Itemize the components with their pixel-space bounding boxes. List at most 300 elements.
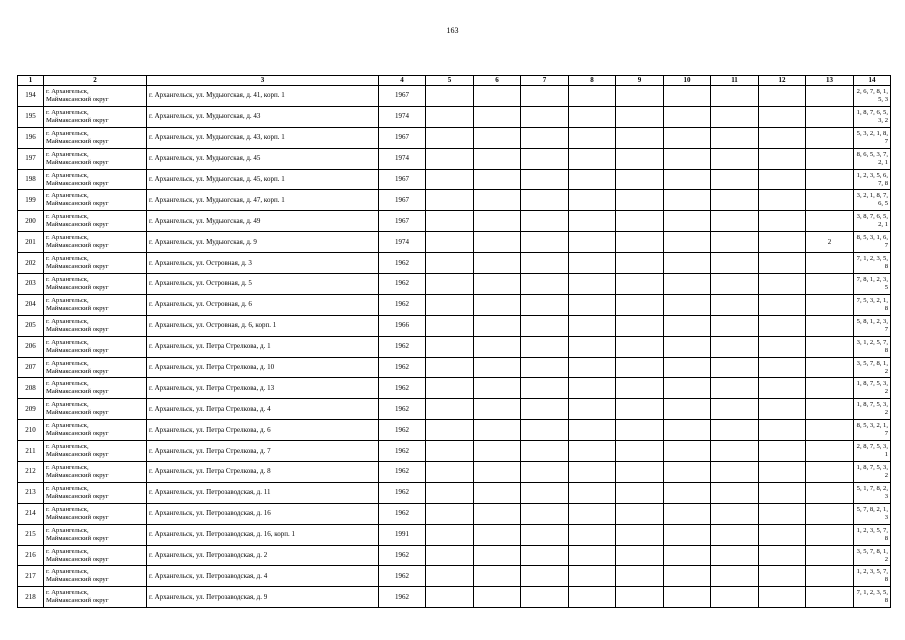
empty-cell (521, 169, 569, 190)
column-header: 12 (759, 76, 806, 86)
empty-cell (426, 336, 474, 357)
empty-cell (664, 274, 711, 295)
empty-cell (616, 357, 664, 378)
codes-cell: 7, 1, 2, 3, 5, 8 (854, 253, 891, 274)
district-cell (44, 127, 147, 148)
address-cell: г. Архангельск, ул. Мудьюгская, д. 41, корп. 1 (147, 86, 379, 107)
year-cell: 1974 (379, 232, 426, 253)
district-city-line: г. Архангельск, (46, 192, 89, 200)
empty-cell (616, 253, 664, 274)
district-cell (44, 315, 147, 336)
empty-cell (616, 503, 664, 524)
codes-cell: 1, 8, 7, 5, 3, 2 (854, 399, 891, 420)
empty-cell (521, 274, 569, 295)
empty-cell (569, 232, 616, 253)
codes-cell: 1, 2, 3, 5, 7, 8 (854, 566, 891, 587)
empty-cell (569, 169, 616, 190)
empty-cell (711, 378, 759, 399)
table-row (18, 462, 891, 483)
district-cell (44, 294, 147, 315)
column-13-cell (806, 253, 854, 274)
empty-cell (664, 378, 711, 399)
empty-cell (569, 545, 616, 566)
row-number-cell: 196 (18, 127, 44, 148)
empty-cell (474, 315, 521, 336)
table-row (18, 566, 891, 587)
year-cell: 1962 (379, 441, 426, 462)
empty-cell (711, 274, 759, 295)
district-cell (44, 274, 147, 295)
empty-cell (664, 232, 711, 253)
empty-cell (569, 127, 616, 148)
codes-cell: 2, 8, 7, 5, 3, 1 (854, 441, 891, 462)
empty-cell (474, 294, 521, 315)
empty-cell (426, 482, 474, 503)
codes-cell: 1, 2, 3, 5, 7, 8 (854, 524, 891, 545)
address-cell: г. Архангельск, ул. Петра Стрелкова, д. 6 (147, 420, 379, 441)
empty-cell (664, 315, 711, 336)
district-cell (44, 482, 147, 503)
codes-cell: 1, 8, 7, 5, 3, 2 (854, 378, 891, 399)
table-row (18, 232, 891, 253)
empty-cell (569, 86, 616, 107)
year-cell: 1962 (379, 336, 426, 357)
codes-cell: 5, 7, 8, 2, 1, 3 (854, 503, 891, 524)
column-13-cell (806, 378, 854, 399)
empty-cell (664, 545, 711, 566)
column-13-cell (806, 399, 854, 420)
codes-cell: 8, 6, 5, 3, 7, 2, 1 (854, 148, 891, 169)
column-13-cell (806, 274, 854, 295)
district-cell (44, 441, 147, 462)
table-row (18, 148, 891, 169)
empty-cell (664, 357, 711, 378)
empty-cell (759, 378, 806, 399)
address-cell: г. Архангельск, ул. Мудьюгская, д. 43, корп. 1 (147, 127, 379, 148)
year-cell: 1974 (379, 148, 426, 169)
district-area-line: Маймаксанский округ (46, 597, 109, 605)
year-cell: 1967 (379, 127, 426, 148)
address-cell: г. Архангельск, ул. Мудьюгская, д. 49 (147, 211, 379, 232)
empty-cell (664, 148, 711, 169)
empty-cell (569, 294, 616, 315)
district-city-line: г. Архангельск, (46, 422, 89, 430)
year-cell: 1962 (379, 253, 426, 274)
codes-cell: 1, 2, 3, 5, 6, 7, 8 (854, 169, 891, 190)
codes-cell: 8, 5, 3, 1, 6, 7 (854, 232, 891, 253)
address-cell: г. Архангельск, ул. Островная, д. 5 (147, 274, 379, 295)
column-header: 6 (474, 76, 521, 86)
empty-cell (426, 441, 474, 462)
district-cell (44, 399, 147, 420)
column-header: 11 (711, 76, 759, 86)
district-area-line: Маймаксанский округ (46, 137, 109, 145)
empty-cell (616, 587, 664, 608)
address-cell: г. Архангельск, ул. Петрозаводская, д. 9 (147, 587, 379, 608)
column-header: 8 (569, 76, 616, 86)
column-13-cell (806, 420, 854, 441)
empty-cell (426, 169, 474, 190)
row-number-cell: 202 (18, 253, 44, 274)
empty-cell (759, 190, 806, 211)
row-number-cell: 214 (18, 503, 44, 524)
table-row (18, 482, 891, 503)
address-cell: г. Архангельск, ул. Петрозаводская, д. 16, корп. 1 (147, 524, 379, 545)
empty-cell (759, 524, 806, 545)
empty-cell (616, 315, 664, 336)
empty-cell (759, 462, 806, 483)
empty-cell (711, 106, 759, 127)
district-city-line: г. Архангельск, (46, 129, 89, 137)
empty-cell (474, 482, 521, 503)
empty-cell (711, 127, 759, 148)
empty-cell (759, 482, 806, 503)
empty-cell (426, 211, 474, 232)
codes-cell: 3, 1, 2, 5, 7, 8 (854, 336, 891, 357)
empty-cell (616, 462, 664, 483)
empty-cell (664, 169, 711, 190)
district-cell (44, 566, 147, 587)
district-city-line: г. Архангельск, (46, 443, 89, 451)
district-area-line: Маймаксанский округ (46, 451, 109, 459)
district-area-line: Маймаксанский округ (46, 513, 109, 521)
empty-cell (521, 378, 569, 399)
codes-cell: 1, 8, 7, 5, 3, 2 (854, 462, 891, 483)
empty-cell (759, 232, 806, 253)
address-cell: г. Архангельск, ул. Мудьюгская, д. 47, корп. 1 (147, 190, 379, 211)
district-area-line: Маймаксанский округ (46, 409, 109, 417)
empty-cell (616, 127, 664, 148)
column-header: 13 (806, 76, 854, 86)
table-body (18, 86, 891, 608)
district-city-line: г. Архангельск, (46, 171, 89, 179)
address-cell: г. Архангельск, ул. Петра Стрелкова, д. 4 (147, 399, 379, 420)
empty-cell (759, 336, 806, 357)
district-area-line: Маймаксанский округ (46, 304, 109, 312)
empty-cell (569, 524, 616, 545)
empty-cell (521, 503, 569, 524)
district-cell (44, 462, 147, 483)
page-number: 163 (446, 26, 459, 35)
address-cell: г. Архангельск, ул. Островная, д. 3 (147, 253, 379, 274)
table-row (18, 253, 891, 274)
empty-cell (664, 211, 711, 232)
address-cell: г. Архангельск, ул. Петра Стрелкова, д. 10 (147, 357, 379, 378)
column-13-cell (806, 545, 854, 566)
codes-cell: 7, 1, 2, 3, 5, 8 (854, 587, 891, 608)
table-row (18, 503, 891, 524)
column-13-cell (806, 441, 854, 462)
district-area-line: Маймаксанский округ (46, 116, 109, 124)
empty-cell (664, 524, 711, 545)
empty-cell (474, 274, 521, 295)
district-cell (44, 545, 147, 566)
empty-cell (474, 399, 521, 420)
column-13-cell (806, 462, 854, 483)
table-row (18, 211, 891, 232)
column-13-cell (806, 482, 854, 503)
empty-cell (474, 106, 521, 127)
empty-cell (521, 524, 569, 545)
empty-cell (664, 253, 711, 274)
district-cell (44, 357, 147, 378)
column-13-cell (806, 315, 854, 336)
district-area-line: Маймаксанский округ (46, 325, 109, 333)
address-cell: г. Архангельск, ул. Мудьюгская, д. 45 (147, 148, 379, 169)
empty-cell (426, 378, 474, 399)
district-cell (44, 524, 147, 545)
empty-cell (426, 399, 474, 420)
district-city-line: г. Архангельск, (46, 338, 89, 346)
column-header: 3 (147, 76, 379, 86)
year-cell: 1962 (379, 420, 426, 441)
empty-cell (426, 315, 474, 336)
district-city-line: г. Архангельск, (46, 234, 89, 242)
column-13-cell (806, 503, 854, 524)
row-number-cell: 210 (18, 420, 44, 441)
year-cell: 1966 (379, 315, 426, 336)
empty-cell (426, 253, 474, 274)
row-number-cell: 216 (18, 545, 44, 566)
column-13-cell (806, 357, 854, 378)
year-cell: 1974 (379, 106, 426, 127)
empty-cell (711, 211, 759, 232)
empty-cell (664, 566, 711, 587)
district-area-line: Маймаксанский округ (46, 576, 109, 584)
empty-cell (759, 566, 806, 587)
year-cell: 1991 (379, 524, 426, 545)
empty-cell (616, 441, 664, 462)
empty-cell (711, 545, 759, 566)
empty-cell (664, 420, 711, 441)
address-cell: г. Архангельск, ул. Мудьюгская, д. 45, корп. 1 (147, 169, 379, 190)
empty-cell (664, 587, 711, 608)
column-header: 1 (18, 76, 44, 86)
district-cell (44, 503, 147, 524)
row-number-cell: 197 (18, 148, 44, 169)
table-row (18, 315, 891, 336)
district-city-line: г. Архангельск, (46, 108, 89, 116)
district-city-line: г. Архангельск, (46, 401, 89, 409)
empty-cell (521, 86, 569, 107)
empty-cell (711, 190, 759, 211)
column-13-cell (806, 524, 854, 545)
empty-cell (711, 524, 759, 545)
district-area-line: Маймаксанский округ (46, 283, 109, 291)
table-row (18, 441, 891, 462)
empty-cell (569, 336, 616, 357)
district-city-line: г. Архангельск, (46, 255, 89, 263)
column-13-cell (806, 566, 854, 587)
district-area-line: Маймаксанский округ (46, 95, 109, 103)
empty-cell (711, 315, 759, 336)
row-number-cell: 206 (18, 336, 44, 357)
district-cell (44, 336, 147, 357)
empty-cell (711, 420, 759, 441)
table-row (18, 274, 891, 295)
district-area-line: Маймаксанский округ (46, 158, 109, 166)
empty-cell (569, 566, 616, 587)
empty-cell (759, 441, 806, 462)
column-13-cell (806, 169, 854, 190)
district-city-line: г. Архангельск, (46, 568, 89, 576)
empty-cell (711, 232, 759, 253)
row-number-cell: 212 (18, 462, 44, 483)
empty-cell (664, 294, 711, 315)
codes-cell: 7, 8, 1, 2, 3, 5 (854, 274, 891, 295)
district-area-line: Маймаксанский округ (46, 221, 109, 229)
empty-cell (616, 482, 664, 503)
year-cell: 1962 (379, 294, 426, 315)
empty-cell (569, 420, 616, 441)
empty-cell (474, 566, 521, 587)
district-city-line: г. Архангельск, (46, 547, 89, 555)
empty-cell (711, 482, 759, 503)
empty-cell (426, 274, 474, 295)
address-cell: г. Архангельск, ул. Островная, д. 6, корп. 1 (147, 315, 379, 336)
empty-cell (474, 148, 521, 169)
address-cell: г. Архангельск, ул. Петрозаводская, д. 4 (147, 566, 379, 587)
empty-cell (759, 211, 806, 232)
empty-cell (759, 545, 806, 566)
codes-cell: 3, 8, 7, 6, 5, 2, 1 (854, 211, 891, 232)
row-number-cell: 195 (18, 106, 44, 127)
empty-cell (474, 357, 521, 378)
empty-cell (616, 566, 664, 587)
empty-cell (426, 503, 474, 524)
empty-cell (569, 211, 616, 232)
empty-cell (521, 441, 569, 462)
district-cell (44, 232, 147, 253)
table-row (18, 127, 891, 148)
empty-cell (759, 503, 806, 524)
year-cell: 1967 (379, 86, 426, 107)
table-row (18, 86, 891, 107)
table-row (18, 169, 891, 190)
empty-cell (474, 524, 521, 545)
empty-cell (474, 420, 521, 441)
codes-cell: 5, 3, 2, 1, 8, 7 (854, 127, 891, 148)
table-row (18, 378, 891, 399)
row-number-cell: 199 (18, 190, 44, 211)
empty-cell (521, 127, 569, 148)
column-header: 9 (616, 76, 664, 86)
empty-cell (426, 462, 474, 483)
empty-cell (569, 315, 616, 336)
district-city-line: г. Архангельск, (46, 213, 89, 221)
table-row (18, 587, 891, 608)
year-cell: 1967 (379, 190, 426, 211)
row-number-cell: 207 (18, 357, 44, 378)
district-cell (44, 378, 147, 399)
empty-cell (521, 545, 569, 566)
district-area-line: Маймаксанский округ (46, 263, 109, 271)
address-cell: г. Архангельск, ул. Петрозаводская, д. 11 (147, 482, 379, 503)
empty-cell (711, 566, 759, 587)
codes-cell: 1, 8, 7, 6, 5, 3, 2 (854, 106, 891, 127)
district-cell (44, 587, 147, 608)
district-area-line: Маймаксанский округ (46, 388, 109, 396)
empty-cell (474, 336, 521, 357)
column-header: 4 (379, 76, 426, 86)
empty-cell (569, 441, 616, 462)
address-cell: г. Архангельск, ул. Петрозаводская, д. 2 (147, 545, 379, 566)
district-cell (44, 169, 147, 190)
empty-cell (426, 148, 474, 169)
empty-cell (426, 232, 474, 253)
year-cell: 1962 (379, 357, 426, 378)
year-cell: 1962 (379, 462, 426, 483)
district-city-line: г. Архангельск, (46, 150, 89, 158)
year-cell: 1967 (379, 211, 426, 232)
district-cell (44, 86, 147, 107)
row-number-cell: 194 (18, 86, 44, 107)
row-number-cell: 198 (18, 169, 44, 190)
column-header: 7 (521, 76, 569, 86)
empty-cell (474, 587, 521, 608)
address-cell: г. Архангельск, ул. Мудьюгская, д. 9 (147, 232, 379, 253)
district-area-line: Маймаксанский округ (46, 367, 109, 375)
empty-cell (426, 420, 474, 441)
empty-cell (759, 148, 806, 169)
empty-cell (616, 420, 664, 441)
empty-cell (664, 86, 711, 107)
empty-cell (711, 357, 759, 378)
district-cell (44, 211, 147, 232)
empty-cell (521, 315, 569, 336)
column-13-cell (806, 294, 854, 315)
empty-cell (711, 169, 759, 190)
district-city-line: г. Архангельск, (46, 296, 89, 304)
table-row (18, 399, 891, 420)
codes-cell: 8, 5, 3, 2, 1, 7 (854, 420, 891, 441)
address-cell: г. Архангельск, ул. Мудьюгская, д. 43 (147, 106, 379, 127)
district-area-line: Маймаксанский округ (46, 346, 109, 354)
empty-cell (521, 148, 569, 169)
empty-cell (474, 378, 521, 399)
empty-cell (521, 232, 569, 253)
empty-cell (711, 587, 759, 608)
codes-cell: 5, 1, 7, 8, 2, 3 (854, 482, 891, 503)
codes-cell: 5, 8, 1, 2, 3, 7 (854, 315, 891, 336)
empty-cell (711, 503, 759, 524)
row-number-cell: 204 (18, 294, 44, 315)
empty-cell (711, 462, 759, 483)
empty-cell (711, 399, 759, 420)
year-cell: 1962 (379, 503, 426, 524)
empty-cell (759, 399, 806, 420)
column-header: 10 (664, 76, 711, 86)
empty-cell (426, 294, 474, 315)
empty-cell (759, 315, 806, 336)
row-number-cell: 215 (18, 524, 44, 545)
row-number-cell: 218 (18, 587, 44, 608)
codes-cell: 7, 5, 3, 2, 1, 8 (854, 294, 891, 315)
year-cell: 1962 (379, 378, 426, 399)
district-city-line: г. Архангельск, (46, 526, 89, 534)
empty-cell (569, 106, 616, 127)
empty-cell (664, 190, 711, 211)
empty-cell (474, 86, 521, 107)
empty-cell (569, 482, 616, 503)
column-13-cell (806, 127, 854, 148)
year-cell: 1962 (379, 587, 426, 608)
empty-cell (521, 253, 569, 274)
empty-cell (616, 545, 664, 566)
empty-cell (569, 462, 616, 483)
empty-cell (521, 294, 569, 315)
district-city-line: г. Архангельск, (46, 380, 89, 388)
